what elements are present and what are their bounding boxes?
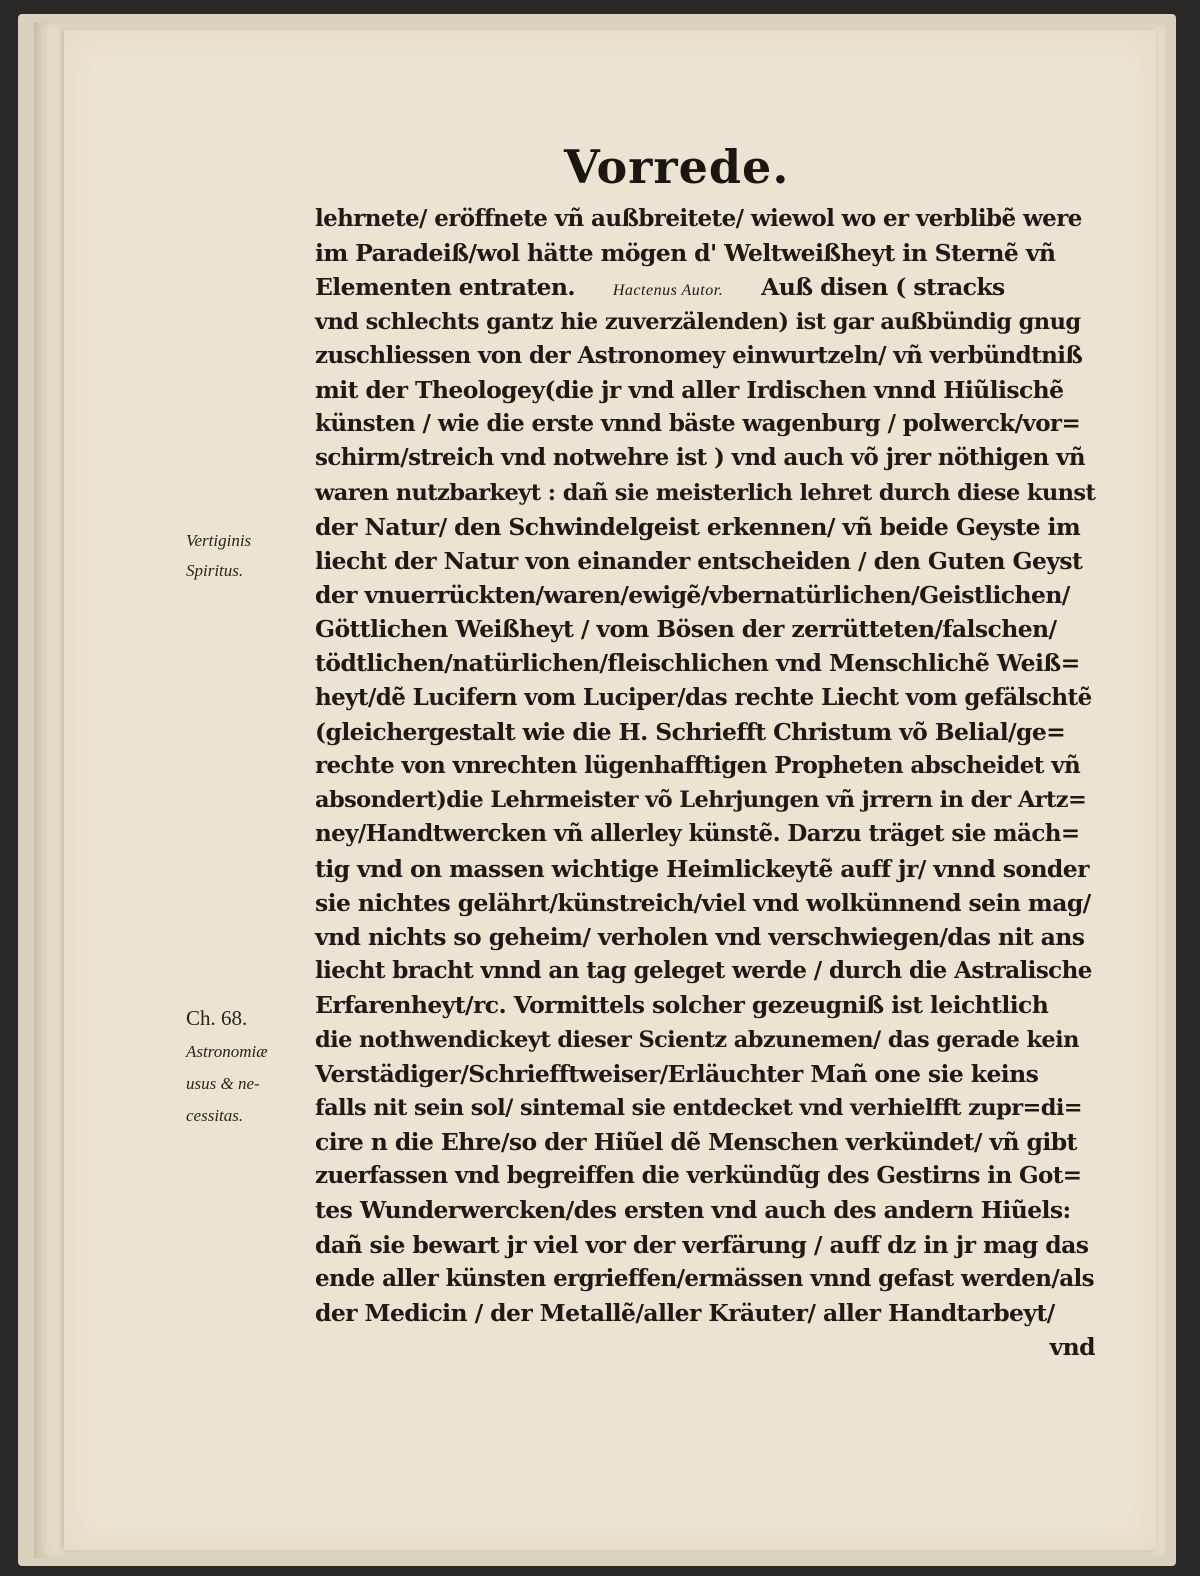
text-line: Verstädiger/Schriefftweiser/Erläuchter Mañ one sie keins	[315, 1059, 1039, 1088]
margin-note-line: Vertiginis	[186, 531, 252, 550]
text-line: Erfarenheyt/rc. Vormittels solcher gezeugniß ist leichtlich	[315, 991, 1049, 1020]
margin-note-astronomiae	[186, 1002, 268, 1132]
text-line: ende aller künsten ergrieffen/ermässen vnnd gefast werden/als	[315, 1264, 1095, 1292]
text-line: lehrnete/ eröffnete vñ außbreitete/ wiewol wo er verblibẽ were	[315, 205, 1082, 232]
text-line: der vnuerrückten/waren/ewigẽ/vbernatürlichen/Geistlichen/	[315, 581, 1070, 610]
margin-note-line: usus & ne-	[186, 1074, 260, 1093]
text-line: künsten / wie die erste vnnd bäste wagenburg / polwerck/vor=	[315, 410, 1081, 438]
text-line: vnd nichts so geheim/ verholen vnd verschwiegen/das nit ans	[315, 922, 1085, 951]
text-line: der Natur/ den Schwindelgeist erkennen/ vñ beide Geyste im	[315, 512, 1081, 541]
text-line: cire n die Ehre/so der Hiũel dẽ Menschen verkündet/ vñ gibt	[315, 1128, 1077, 1157]
text-line: tödtlichen/natürlichen/fleischlichen vnd Menschlichẽ Weiß=	[315, 649, 1080, 678]
text-line: dañ sie bewart jr viel vor der verfärung / auff dz in jr mag das	[315, 1230, 1089, 1259]
text-line: der Medicin / der Metallẽ/aller Kräuter/ aller Handtarbeyt/	[315, 1299, 1055, 1327]
text-line: waren nutzbarkeyt : dañ sie meisterlich lehret durch diese kunst	[315, 479, 1096, 506]
text-line: mit der Theologey(die jr vnd aller Irdischen vnnd Hiũlischẽ	[315, 375, 1064, 404]
margin-note-line: cessitas.	[186, 1106, 244, 1125]
text-line: liecht der Natur von einander entscheiden / den Guten Geyst	[315, 546, 1083, 575]
text-line: sie nichtes gelährt/künstreich/viel vnd wolkünnend sein mag/	[315, 888, 1091, 917]
attribution: Hactenus Autor.	[612, 282, 724, 300]
text-line: rechte von vnrechten lügenhafftigen Propheten abscheidet vñ	[315, 752, 1081, 779]
margin-note-line: Astronomiæ	[186, 1042, 268, 1061]
margin-note-vertiginis	[186, 526, 251, 586]
text-line: tes Wunderwercken/des ersten vnd auch des andern Hiũels:	[315, 1196, 1071, 1225]
text-line: liecht bracht vnnd an tag geleget werde / durch die Astralische	[315, 957, 1092, 985]
text-line: falls nit sein sol/ sintemal sie entdecket vnd verhielfft zupr=di=	[315, 1094, 1083, 1121]
text-run: Elementen entraten.	[315, 273, 575, 302]
text-line: zuerfassen vnd begreiffen die verkündũg des Gestirns in Got=	[315, 1162, 1082, 1190]
body-text	[315, 202, 1095, 1392]
text-line	[315, 270, 1095, 304]
text-line: heyt/dẽ Lucifern vom Luciper/das rechte Liecht vom gefälschtẽ	[315, 683, 1092, 711]
text-line: im Paradeiß/wol hätte mögen d' Weltweißheyt in Sternẽ vñ	[315, 239, 1056, 268]
text-line: ney/Handtwercken vñ allerley künstẽ. Darzu träget sie mäch=	[315, 820, 1080, 848]
book-page	[64, 30, 1156, 1550]
text-line: zuschliessen von der Astronomey einwurtzeln/ vñ verbündtniß	[315, 341, 1083, 369]
text-line: absondert)die Lehrmeister võ Lehrjungen vñ jrrern in der Artz=	[315, 787, 1087, 814]
text-run: Auß disen ( stracks	[761, 273, 1005, 302]
catchword: vnd	[1049, 1333, 1095, 1362]
text-line: die nothwendickeyt dieser Scientz abzunemen/ das gerade kein	[315, 1026, 1079, 1053]
text-line: (gleichergestalt wie die H. Schriefft Christum võ Belial/ge=	[315, 717, 1066, 746]
text-line: schirm/streich vnd notwehre ist ) vnd auch võ jrer nöthigen vñ	[315, 444, 1085, 472]
text-line: Göttlichen Weißheyt / vom Bösen der zerrütteten/falschen/	[315, 615, 1057, 644]
text-line: tig vnd on massen wichtige Heimlickeytẽ auff jr/ vnnd sonder	[315, 854, 1089, 883]
running-head: Vorrede.	[564, 140, 790, 194]
chapter-reference: Ch. 68.	[186, 1006, 248, 1030]
text-line: vnd schlechts gantz hie zuverzälenden) ist gar außbündig gnug	[315, 308, 1081, 335]
margin-note-line: Spiritus.	[186, 561, 244, 580]
